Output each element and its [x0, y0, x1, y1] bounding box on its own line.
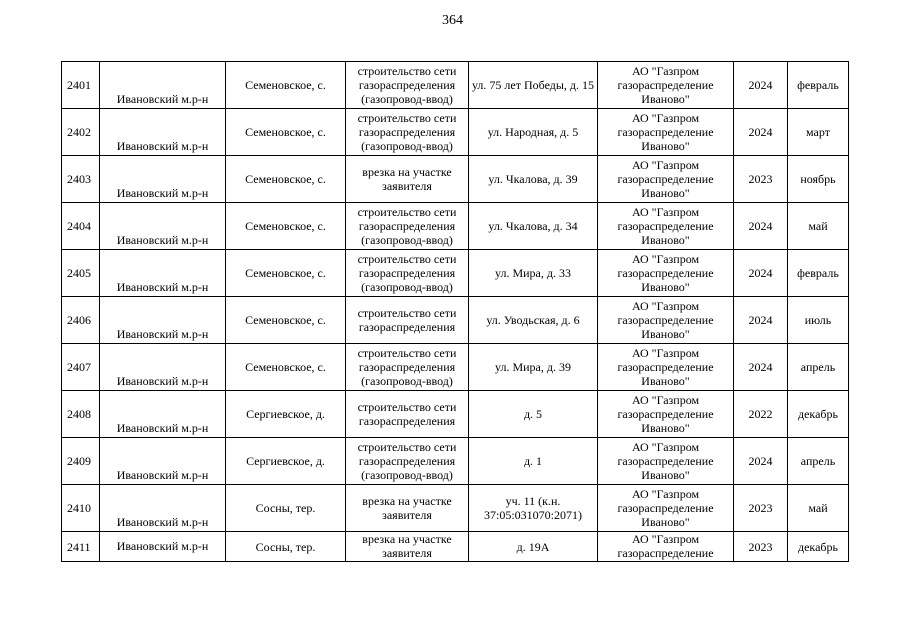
gas-connection-table — [61, 61, 849, 562]
row-number-cell: 2410 — [62, 485, 100, 532]
work-type-cell: строительство сети газораспределения (газопровод-ввод) — [346, 250, 469, 297]
row-number-cell: 2409 — [62, 438, 100, 485]
locality-cell: Семеновское, с. — [226, 62, 346, 109]
work-type-cell: врезка на участке заявителя — [346, 156, 469, 203]
address-cell: д. 19А — [469, 532, 598, 562]
year-cell: 2024 — [734, 109, 788, 156]
month-cell: апрель — [788, 344, 849, 391]
row-number-cell: 2401 — [62, 62, 100, 109]
page-number: 364 — [442, 13, 463, 28]
organization-cell: АО "Газпром газораспределение Иваново" — [598, 109, 734, 156]
row-number-cell: 2404 — [62, 203, 100, 250]
year-cell: 2024 — [734, 297, 788, 344]
table-row — [62, 532, 849, 562]
organization-cell: АО "Газпром газораспределение — [598, 532, 734, 562]
year-cell: 2023 — [734, 532, 788, 562]
work-type-cell: строительство сети газораспределения — [346, 391, 469, 438]
work-type-cell: врезка на участке заявителя — [346, 532, 469, 562]
district-cell: Ивановский м.р-н — [100, 532, 226, 562]
year-cell: 2023 — [734, 485, 788, 532]
table-row — [62, 438, 849, 485]
address-cell: ул. Уводьская, д. 6 — [469, 297, 598, 344]
locality-cell: Сергиевское, д. — [226, 391, 346, 438]
month-cell: март — [788, 109, 849, 156]
address-cell: ул. 75 лет Победы, д. 15 — [469, 62, 598, 109]
row-number-cell: 2402 — [62, 109, 100, 156]
year-cell: 2022 — [734, 391, 788, 438]
address-cell: ул. Мира, д. 33 — [469, 250, 598, 297]
district-cell: Ивановский м.р-н — [100, 250, 226, 297]
district-cell: Ивановский м.р-н — [100, 156, 226, 203]
address-cell: д. 5 — [469, 391, 598, 438]
address-cell: ул. Чкалова, д. 34 — [469, 203, 598, 250]
work-type-cell: строительство сети газораспределения (газопровод-ввод) — [346, 203, 469, 250]
locality-cell: Семеновское, с. — [226, 203, 346, 250]
year-cell: 2024 — [734, 344, 788, 391]
district-cell: Ивановский м.р-н — [100, 62, 226, 109]
organization-cell: АО "Газпром газораспределение Иваново" — [598, 203, 734, 250]
work-type-cell: строительство сети газораспределения — [346, 297, 469, 344]
district-cell: Ивановский м.р-н — [100, 109, 226, 156]
table-row — [62, 156, 849, 203]
month-cell: апрель — [788, 438, 849, 485]
row-number-cell: 2408 — [62, 391, 100, 438]
table-row — [62, 203, 849, 250]
work-type-cell: строительство сети газораспределения (газопровод-ввод) — [346, 109, 469, 156]
district-cell: Ивановский м.р-н — [100, 391, 226, 438]
organization-cell: АО "Газпром газораспределение Иваново" — [598, 391, 734, 438]
work-type-cell: строительство сети газораспределения (газопровод-ввод) — [346, 438, 469, 485]
district-cell: Ивановский м.р-н — [100, 485, 226, 532]
work-type-cell: строительство сети газораспределения (газопровод-ввод) — [346, 62, 469, 109]
month-cell: декабрь — [788, 532, 849, 562]
locality-cell: Семеновское, с. — [226, 297, 346, 344]
month-cell: ноябрь — [788, 156, 849, 203]
month-cell: июль — [788, 297, 849, 344]
row-number-cell: 2406 — [62, 297, 100, 344]
row-number-cell: 2407 — [62, 344, 100, 391]
table-row — [62, 297, 849, 344]
table-row — [62, 109, 849, 156]
district-cell: Ивановский м.р-н — [100, 203, 226, 250]
district-cell: Ивановский м.р-н — [100, 438, 226, 485]
organization-cell: АО "Газпром газораспределение Иваново" — [598, 485, 734, 532]
locality-cell: Семеновское, с. — [226, 109, 346, 156]
year-cell: 2024 — [734, 203, 788, 250]
address-cell: ул. Народная, д. 5 — [469, 109, 598, 156]
year-cell: 2024 — [734, 250, 788, 297]
table-row — [62, 250, 849, 297]
address-cell: ул. Чкалова, д. 39 — [469, 156, 598, 203]
month-cell: май — [788, 485, 849, 532]
locality-cell: Семеновское, с. — [226, 344, 346, 391]
table-row — [62, 391, 849, 438]
district-cell: Ивановский м.р-н — [100, 344, 226, 391]
organization-cell: АО "Газпром газораспределение Иваново" — [598, 250, 734, 297]
table-row — [62, 485, 849, 532]
organization-cell: АО "Газпром газораспределение Иваново" — [598, 438, 734, 485]
locality-cell: Сергиевское, д. — [226, 438, 346, 485]
organization-cell: АО "Газпром газораспределение Иваново" — [598, 62, 734, 109]
work-type-cell: врезка на участке заявителя — [346, 485, 469, 532]
row-number-cell: 2405 — [62, 250, 100, 297]
row-number-cell: 2403 — [62, 156, 100, 203]
address-cell: ул. Мира, д. 39 — [469, 344, 598, 391]
organization-cell: АО "Газпром газораспределение Иваново" — [598, 297, 734, 344]
address-cell: уч. 11 (к.н. 37:05:031070:2071) — [469, 485, 598, 532]
year-cell: 2024 — [734, 438, 788, 485]
organization-cell: АО "Газпром газораспределение Иваново" — [598, 344, 734, 391]
month-cell: февраль — [788, 62, 849, 109]
organization-cell: АО "Газпром газораспределение Иваново" — [598, 156, 734, 203]
locality-cell: Семеновское, с. — [226, 250, 346, 297]
locality-cell: Сосны, тер. — [226, 532, 346, 562]
month-cell: февраль — [788, 250, 849, 297]
table-row — [62, 62, 849, 109]
table-body — [62, 62, 849, 562]
row-number-cell: 2411 — [62, 532, 100, 562]
year-cell: 2023 — [734, 156, 788, 203]
month-cell: декабрь — [788, 391, 849, 438]
locality-cell: Семеновское, с. — [226, 156, 346, 203]
table-row — [62, 344, 849, 391]
year-cell: 2024 — [734, 62, 788, 109]
district-cell: Ивановский м.р-н — [100, 297, 226, 344]
address-cell: д. 1 — [469, 438, 598, 485]
work-type-cell: строительство сети газораспределения (газопровод-ввод) — [346, 344, 469, 391]
locality-cell: Сосны, тер. — [226, 485, 346, 532]
month-cell: май — [788, 203, 849, 250]
